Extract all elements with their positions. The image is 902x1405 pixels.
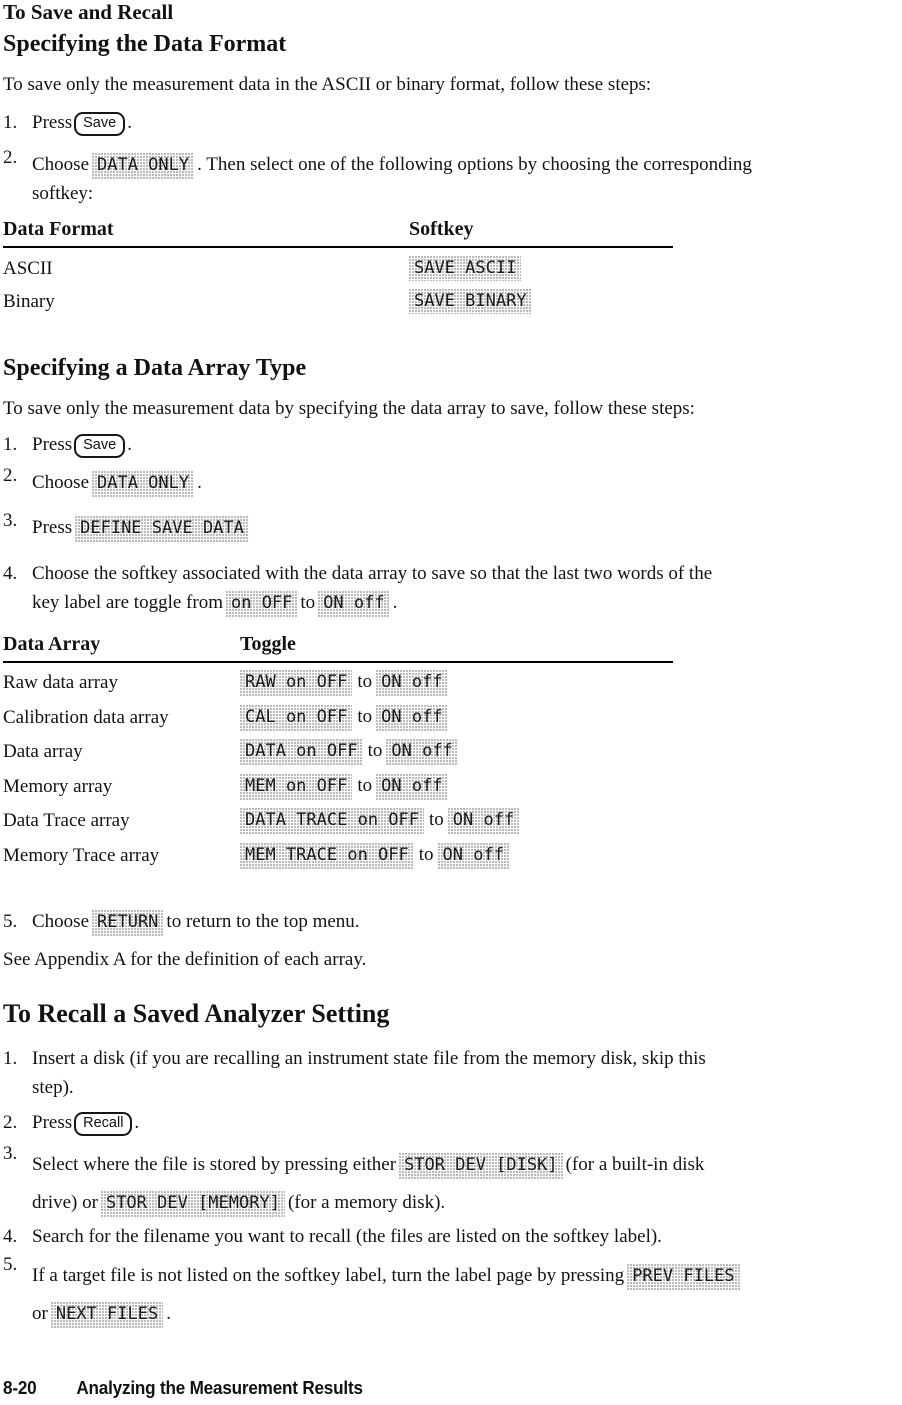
step-number: 5. (3, 911, 18, 932)
softkey-toggle-from: RAW on OFF (240, 670, 352, 696)
step-text: Select where the file is stored by pressing either (32, 1154, 397, 1175)
step-number: 3. (3, 510, 18, 531)
step-text: . (127, 112, 132, 133)
step-number: 4. (3, 1226, 18, 1247)
section-intro: To save only the measurement data in the ASCII or binary format, follow these steps: (3, 74, 652, 95)
to-word: to (357, 705, 373, 727)
save-keycap: Save (74, 434, 125, 458)
step-item (3, 510, 898, 542)
softkey-toggle-to: ON off (376, 705, 447, 731)
table-header-row (3, 633, 673, 663)
softkey-toggle-to: ON off (438, 843, 509, 869)
step-text: softkey: (32, 183, 94, 204)
cell-format: ASCII (3, 257, 53, 279)
step-text: Choose (32, 911, 89, 932)
step-text: Press (32, 434, 73, 455)
table-row (3, 839, 673, 874)
step-item (3, 559, 898, 617)
table-header-row (3, 218, 673, 248)
column-header: Softkey (409, 218, 474, 240)
column-header: Data Format (3, 218, 114, 240)
step-text: Press (32, 112, 73, 133)
table-row (3, 285, 673, 318)
step-text: step). (32, 1077, 74, 1098)
table-row (3, 735, 673, 770)
data-format-table (3, 218, 673, 318)
step-text: Choose (32, 154, 89, 175)
page-footer (3, 1378, 363, 1399)
step-text: drive) or (32, 1192, 98, 1213)
recall-keycap: Recall (74, 1112, 132, 1136)
step-number: 2. (3, 1112, 18, 1133)
softkey-data-only: DATA ONLY (92, 471, 194, 497)
step-item (3, 1254, 898, 1333)
softkey-define-save-data: DEFINE SAVE DATA (75, 516, 249, 542)
cell-array: Data array (3, 741, 83, 763)
section-heading-data-array: Specifying a Data Array Type (3, 355, 307, 381)
to-word: to (418, 843, 434, 865)
section-intro: To save only the measurement data by specifying the data array to save, follow these steps: (3, 398, 695, 419)
table-row (3, 252, 673, 285)
save-keycap: Save (74, 112, 125, 136)
softkey-next-files: NEXT FILES (51, 1302, 163, 1328)
step-number: 1. (3, 112, 18, 133)
to-word: to (429, 809, 444, 831)
softkey-prev-files: PREV FILES (627, 1264, 739, 1290)
softkey-toggle-from: MEM on OFF (240, 774, 352, 800)
section-heading-data-format: Specifying the Data Format (3, 31, 287, 57)
step-item (3, 1044, 898, 1102)
softkey-toggle-from: DATA TRACE on OFF (240, 808, 424, 834)
table-row (3, 804, 673, 839)
step-text: . (197, 472, 202, 493)
step-text: . (166, 1303, 171, 1324)
step-number: 1. (3, 1048, 18, 1069)
to-word: to (357, 774, 373, 796)
page-title: To Save and Recall (3, 0, 174, 24)
step-item (3, 147, 898, 208)
data-array-table (3, 633, 673, 873)
step-text: . Then select one of the following options by choosing the corresponding (197, 154, 752, 175)
table-row (3, 666, 673, 701)
step-number: 2. (3, 465, 18, 486)
step-text: . (392, 592, 398, 613)
step-text: Insert a disk (if you are recalling an instrument state file from the memory disk, skip this (32, 1048, 706, 1069)
column-header: Toggle (240, 633, 296, 655)
table-row (3, 770, 673, 805)
step-text: or (32, 1303, 48, 1324)
step-item (3, 108, 898, 137)
step-item (3, 1108, 898, 1137)
cell-array: Calibration data array (3, 706, 169, 728)
to-word: to (357, 671, 373, 693)
step-text: Choose (32, 472, 89, 493)
softkey-stor-dev-disk: STOR DEV [DISK] (399, 1153, 563, 1179)
softkey-return: RETURN (92, 910, 163, 936)
step-text: key label are toggle from (32, 592, 223, 613)
cell-array: Data Trace array (3, 810, 130, 832)
step-number: 2. (3, 147, 18, 168)
step-text: . (127, 434, 132, 455)
step-number: 4. (3, 563, 18, 584)
step-number: 1. (3, 434, 18, 455)
step-item (3, 907, 898, 936)
softkey-save-binary: SAVE BINARY (409, 289, 532, 315)
step-text: . (134, 1112, 140, 1133)
softkey-toggle-to: ON off (376, 774, 447, 800)
table-row (3, 701, 673, 736)
softkey-on-off: ON off (318, 591, 389, 617)
softkey-toggle-to: ON off (448, 808, 519, 834)
column-header: Data Array (3, 633, 101, 655)
step-item (3, 465, 898, 497)
step-text: (for a built-in disk (565, 1154, 705, 1175)
step-text: If a target file is not listed on the softkey label, turn the label page by pressing (32, 1265, 625, 1286)
step-text: Search for the filename you want to recall (the files are listed on the softkey label). (32, 1226, 662, 1247)
step-text: Press (32, 517, 73, 538)
appendix-note: See Appendix A for the definition of each array. (3, 949, 367, 970)
step-item (3, 1143, 898, 1222)
step-text: (for a memory disk). (287, 1192, 446, 1213)
step-number: 5. (3, 1254, 18, 1275)
step-text: Choose the softkey associated with the data array to save so that the last two words of the (32, 563, 713, 584)
softkey-toggle-to: ON off (376, 670, 447, 696)
softkey-on-off: on OFF (226, 591, 297, 617)
footer-title: Analyzing the Measurement Results (76, 1378, 363, 1398)
footer-page-number: 8-20 (3, 1378, 37, 1398)
cell-array: Memory array (3, 775, 113, 797)
cell-array: Raw data array (3, 672, 118, 694)
step-text: to (300, 592, 316, 613)
softkey-toggle-to: ON off (386, 739, 457, 765)
softkey-toggle-from: CAL on OFF (240, 705, 352, 731)
softkey-data-only: DATA ONLY (92, 153, 194, 179)
step-number: 3. (3, 1143, 18, 1164)
softkey-stor-dev-memory: STOR DEV [MEMORY] (101, 1191, 285, 1217)
softkey-toggle-from: DATA on OFF (240, 739, 363, 765)
step-item (3, 430, 898, 459)
softkey-save-ascii: SAVE ASCII (409, 256, 521, 282)
step-text: to return to the top menu. (166, 911, 360, 932)
step-item (3, 1222, 898, 1251)
section-heading-recall: To Recall a Saved Analyzer Setting (3, 999, 390, 1028)
cell-array: Memory Trace array (3, 844, 160, 866)
softkey-toggle-from: MEM TRACE on OFF (240, 843, 414, 869)
step-text: Press (32, 1112, 73, 1133)
to-word: to (367, 740, 383, 762)
cell-format: Binary (3, 290, 55, 312)
